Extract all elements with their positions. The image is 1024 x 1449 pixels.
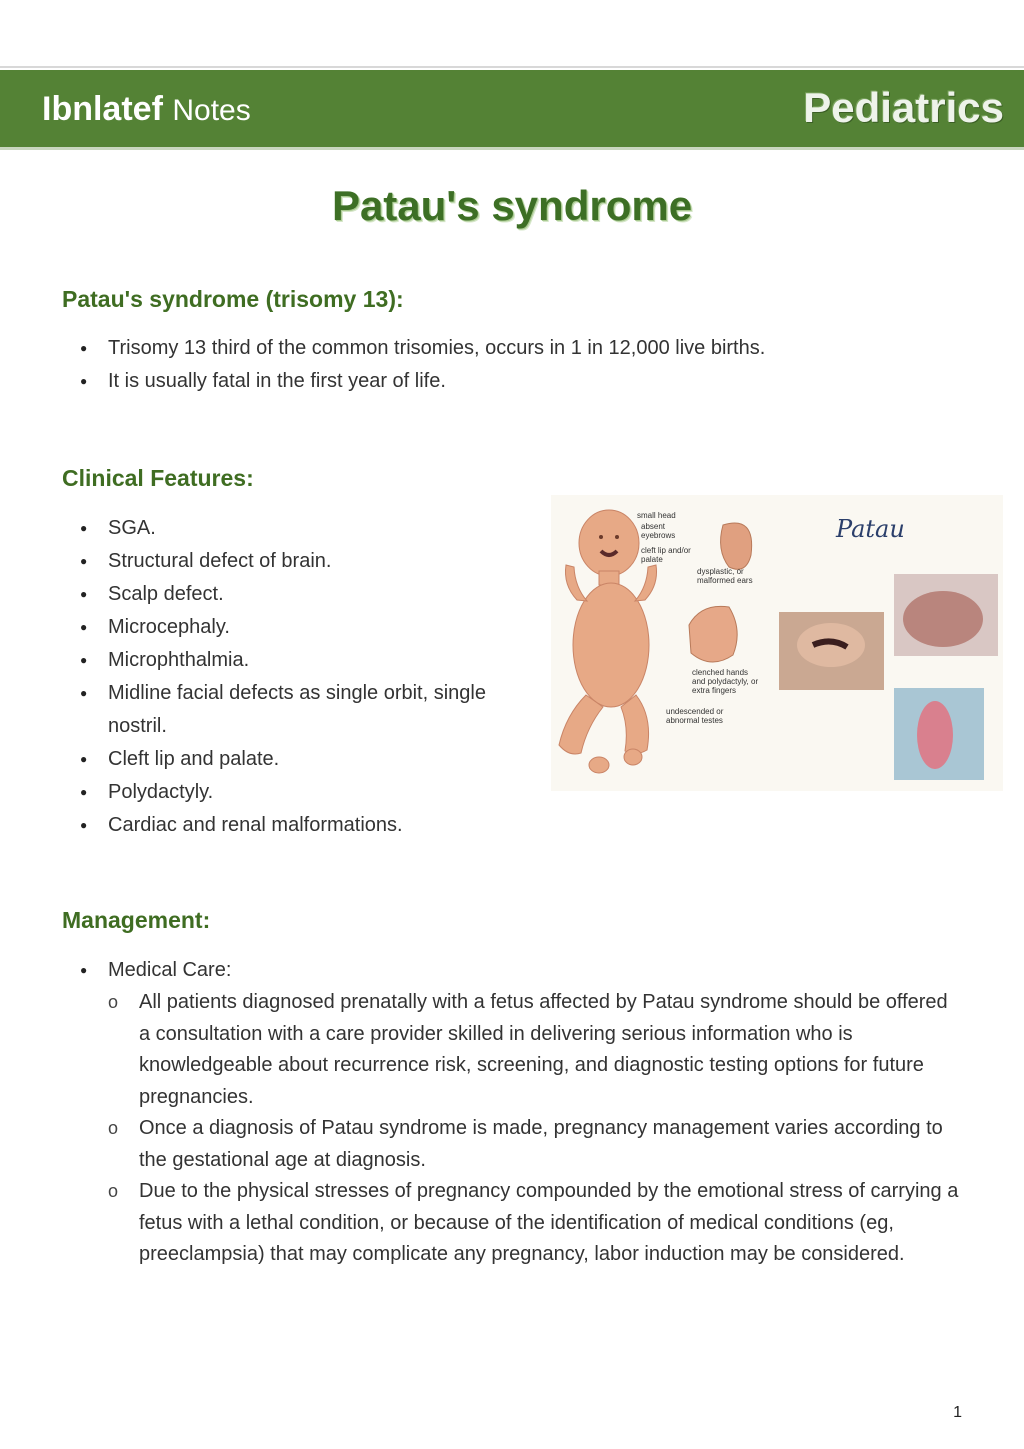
list-item: ● Midline facial defects as single orbit, single nostril.: [80, 677, 540, 743]
label-ears: dysplastic, or malformed ears: [697, 567, 753, 585]
header-banner: [0, 70, 1024, 150]
management-heading: Management:: [62, 907, 211, 933]
sub-item: o Due to the physical stresses of pregnancy compounded by the emotional stress of carrying a fetus with a lethal condition, or because of the identification of medical conditions (eg, preeclampsia) that may complicate any pregnancy, labor induction may be considered.: [108, 1176, 960, 1271]
label-testes: undescended or abnormal testes: [666, 707, 724, 725]
sub-item: o All patients diagnosed prenatally with a fetus affected by Patau syndrome should be offered a consultation with a care provider skilled in delivering serious information who is knowledgeable about recurrence risk, screening, and diagnostic testing options for future pregnancies.: [108, 987, 960, 1113]
page-title: Patau's syndrome: [331, 182, 693, 229]
management-sublist: [108, 987, 960, 1271]
list-item: ● Cleft lip and palate.: [80, 743, 540, 776]
brand: [42, 90, 251, 129]
label-small-head: small head: [637, 511, 676, 520]
subject-title: Pediatrics: [803, 84, 1004, 131]
sub-item: o Once a diagnosis of Patau syndrome is made, pregnancy management varies according to the gestational age at diagnosis.: [108, 1113, 960, 1176]
list-item: [80, 954, 960, 1271]
list-item: ● Cardiac and renal malformations.: [80, 809, 540, 842]
patau-illustration: [551, 495, 1003, 791]
list-item: ● Microphthalmia.: [80, 644, 540, 677]
list-item: ● Microcephaly.: [80, 611, 540, 644]
label-eyebrows: absent eyebrows: [641, 522, 676, 540]
list-item: ● It is usually fatal in the first year of life.: [80, 365, 980, 398]
label-hands: clenched hands and polydactyly, or extra fingers: [692, 668, 759, 695]
brand-suffix: Notes: [172, 94, 251, 127]
label-cleft: cleft lip and/or palate: [641, 546, 691, 564]
list-item: ● SGA.: [80, 512, 540, 545]
page-number: 1: [953, 1404, 962, 1421]
brand-name: Ibnlatef: [42, 90, 163, 128]
list-item: ● Trisomy 13 third of the common trisomies, occurs in 1 in 12,000 live births.: [80, 332, 980, 365]
top-rule: [0, 66, 1024, 68]
intro-list: [80, 332, 980, 398]
illustration-drawing: [551, 495, 1003, 791]
clinical-list: [80, 512, 540, 842]
list-item: ● Polydactyly.: [80, 776, 540, 809]
management-list: [80, 954, 960, 1271]
list-item: ● Structural defect of brain.: [80, 545, 540, 578]
clinical-heading: Clinical Features:: [62, 465, 254, 491]
intro-heading: Patau's syndrome (trisomy 13):: [62, 286, 404, 312]
medical-care-label: Medical Care:: [108, 959, 232, 981]
list-item: ● Scalp defect.: [80, 578, 540, 611]
figure-title: Patau: [836, 515, 905, 543]
